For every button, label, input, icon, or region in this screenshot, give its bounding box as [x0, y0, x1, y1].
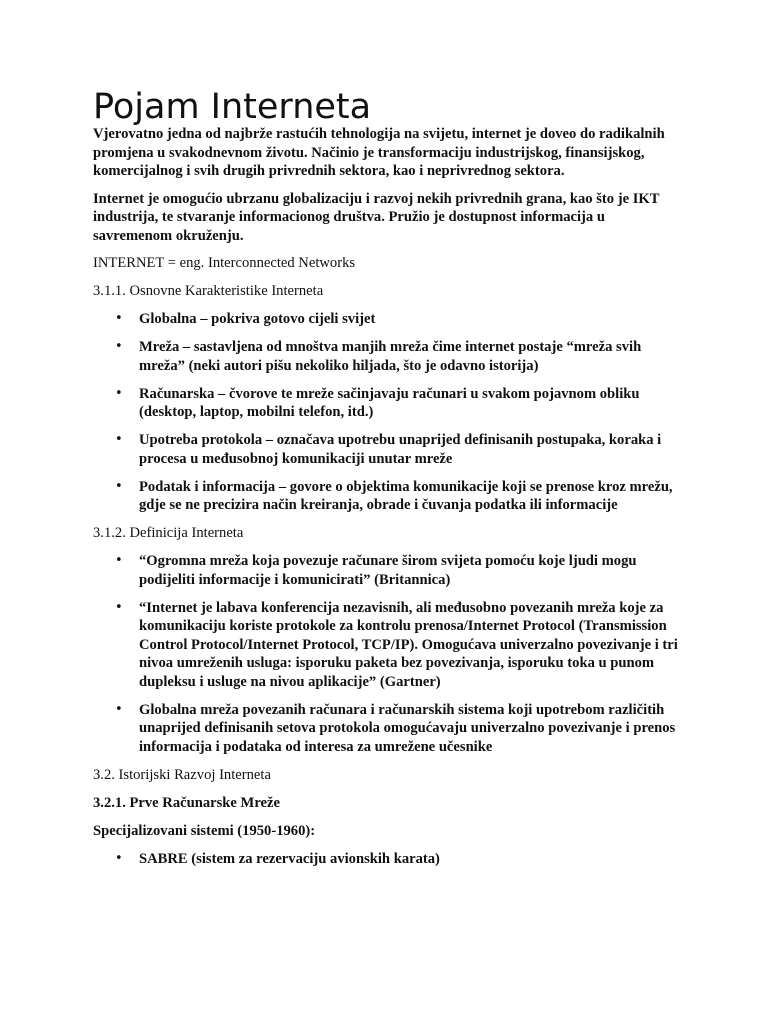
list-item-text: Podatak i informacija – govore o objektima komunikacije koji se prenose kroz mrežu, gdje se ne precizira način kreiranja, obrade i čuvanja podatka ili informacije [139, 478, 673, 513]
systems-list [93, 850, 683, 869]
section-heading-3-2: 3.2. Istorijski Razvoj Interneta [93, 766, 271, 783]
intro-paragraph-1: Vjerovatno jedna od najbrže rastućih tehnologija na svijetu, internet je doveo do radikalnih promjena u svakodnevnom životu. Načinio je transformaciju industrijskog, finansijskog, komercijalnog i svih drugih privrednih sektora, kao i neprivrednog sektora. [93, 126, 665, 179]
list-item-text: Računarska – čvorove te mreže sačinjavaju računari u svakom pojavnom obliku (desktop, laptop, mobilni telefon, itd.) [139, 385, 640, 420]
list-item [93, 431, 683, 468]
bullet-icon: • [115, 553, 123, 568]
list-item [93, 385, 683, 422]
bullet-icon: • [115, 432, 123, 447]
list-item [93, 310, 683, 329]
characteristics-list [93, 310, 683, 515]
list-item-text: “Internet je labava konferencija nezavisnih, ali međusobno povezanih mreža koje za komunikaciju koriste protokole za kontrolu prenosa/Internet Protocol (Transmission Control Protocol/Internet Protocol, TCP/IP). Omogućava univerzalno povezivanje i tri nivoa umreženih usluga: isporuku paketa bez povezivanja, isporuku toka u punom dupleksu i usluge na nivou aplikacije” (Gartner) [139, 599, 678, 690]
list-item [93, 478, 683, 515]
list-item [93, 338, 683, 375]
list-item-text: SABRE (sistem za rezervaciju avionskih karata) [139, 850, 440, 867]
definitions-list [93, 552, 683, 756]
bullet-icon: • [115, 311, 123, 326]
list-item [93, 701, 683, 757]
bullet-icon: • [115, 701, 123, 717]
section-subheading: Specijalizovani sistemi (1950-1960): [93, 822, 316, 839]
bullet-icon: • [115, 385, 123, 401]
document-page [93, 88, 683, 878]
list-item-text: Globalna mreža povezanih računara i računarskih sistema koji upotrebom različitih unaprijed definisanih setova protokola omogućavaju univerzalno povezivanje i prenos informacija i podataka od interesa za umrežene učesnike [139, 701, 676, 755]
bullet-icon: • [115, 339, 123, 354]
section-heading-3-1-2: 3.1.2. Definicija Interneta [93, 525, 244, 541]
bullet-icon: • [115, 599, 123, 615]
section-heading-3-2-1: 3.2.1. Prve Računarske Mreže [93, 794, 280, 811]
bullet-icon: • [115, 850, 123, 866]
section-heading-3-1-1: 3.1.1. Osnovne Karakteristike Interneta [93, 283, 324, 299]
bullet-icon: • [115, 478, 123, 494]
list-item-text: Globalna – pokriva gotovo cijeli svijet [139, 311, 376, 327]
page-title: Pojam Interneta [93, 87, 372, 127]
list-item [93, 552, 683, 589]
list-item-text: Upotreba protokola – označava upotrebu unaprijed definisanih postupaka, koraka i procesa u međusobnoj komunikaciji unutar mreže [139, 432, 662, 467]
intro-paragraph-2: Internet je omogućio ubrzanu globalizaciju i razvoj nekih privrednih grana, kao što je IKT industrija, te stvaranje informacionog društva. Pružio je dostupnost informacija u savremenom okruženju. [93, 190, 660, 244]
definition-line: INTERNET = eng. Interconnected Networks [93, 255, 356, 271]
list-item-text: Mreža – sastavljena od mnoštva manjih mreža čime internet postaje “mreža svih mreža” (neki autori pišu nekoliko hiljada, što je odavno istorija) [139, 339, 642, 374]
list-item [93, 850, 683, 869]
list-item [93, 599, 683, 692]
list-item-text: “Ogromna mreža koja povezuje računare širom svijeta pomoću koje ljudi mogu podijeliti informacije i komunicirati” (Britannica) [139, 553, 637, 588]
